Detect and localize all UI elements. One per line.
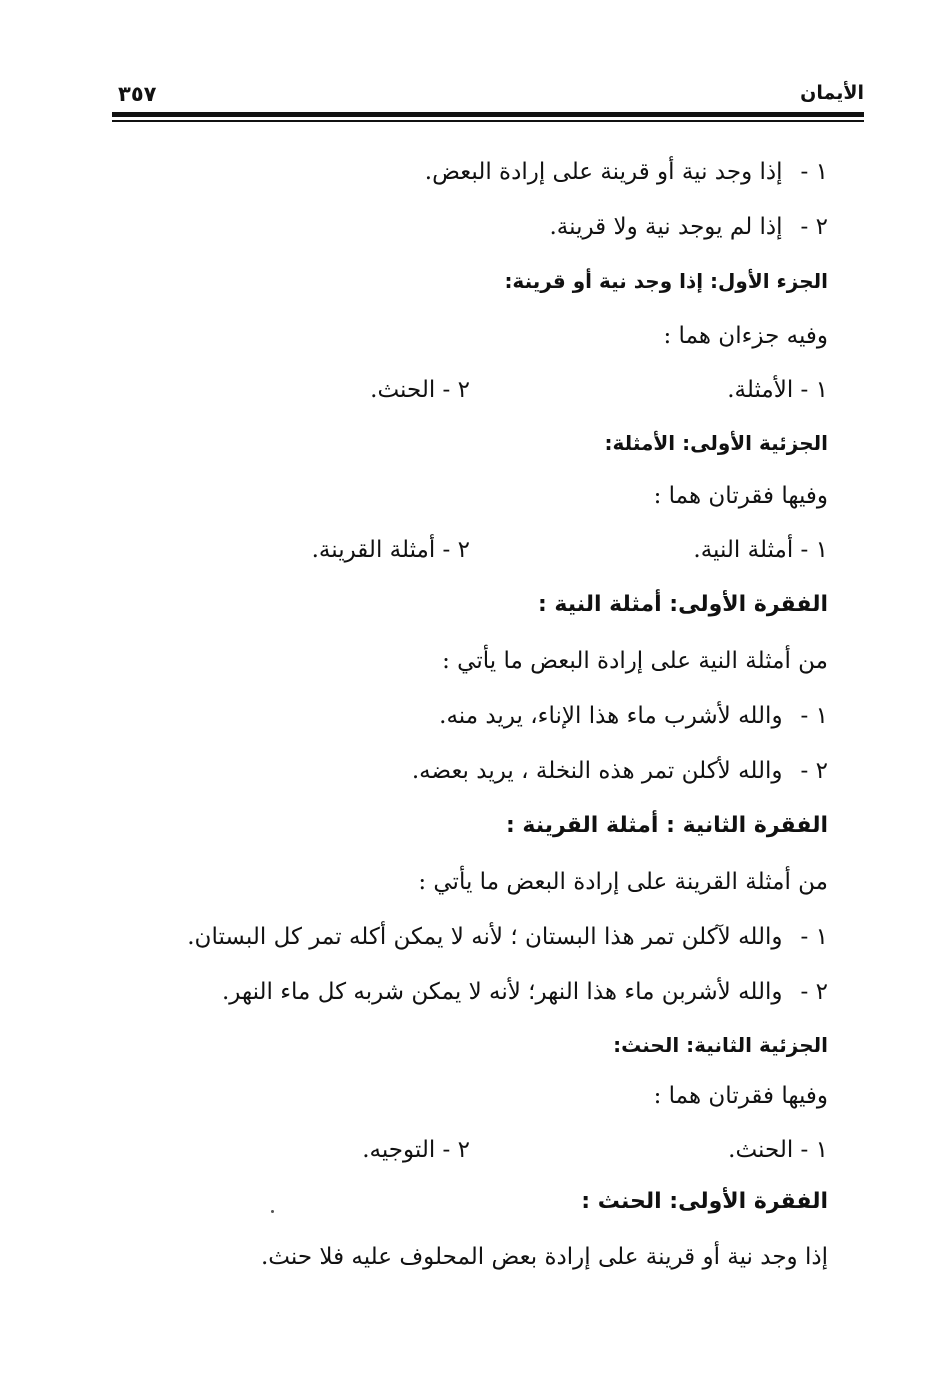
section-heading: الفقرة الأولى: الحنث : [581, 1189, 828, 1214]
column-item: ٢ - الحنث. [370, 377, 470, 403]
column-item: ٢ - التوجيه. [362, 1137, 470, 1163]
item-number: ٢ - [800, 979, 828, 1005]
item-text: والله لأشربن ماء هذا النهر؛ لأنه لا يمكن شربه كل ماء النهر. [221, 979, 783, 1005]
item-number: ٢ - [800, 214, 828, 240]
column-item: ١ - الحنث. [728, 1137, 828, 1163]
list-item [222, 976, 828, 1008]
header-rule-thin [112, 120, 864, 122]
item-text: والله لأكلن تمر هذه النخلة ، يريد بعضه. [411, 758, 783, 784]
paragraph: وفيها فقرتان هما : [653, 1083, 828, 1109]
section-heading: الجزئية الثانية: الحنث: [613, 1033, 828, 1057]
item-number: ١ - [800, 159, 828, 185]
item-text: إذا لم يوجد نية ولا قرينة. [549, 214, 783, 240]
section-heading: الفقرة الأولى: أمثلة النية : [537, 592, 828, 617]
section-heading: الجزئية الأولى: الأمثلة: [604, 431, 828, 455]
header-rule-thick [112, 112, 864, 117]
column-item: ١ - أمثلة النية. [693, 537, 828, 563]
list-item [425, 156, 828, 188]
paragraph: من أمثلة النية على إرادة البعض ما يأتي : [442, 648, 828, 674]
paragraph: وفيها فقرتان هما : [653, 483, 828, 509]
list-item [439, 700, 828, 732]
chapter-title: الأيمان [800, 82, 864, 104]
item-text: والله لأشرب ماء هذا الإناء، يريد منه. [439, 703, 783, 729]
paragraph: من أمثلة القرينة على إرادة البعض ما يأتي : [418, 869, 828, 895]
running-header [112, 78, 864, 108]
item-text: إذا وجد نية أو قرينة على إرادة البعض. [424, 159, 783, 185]
list-item [412, 755, 828, 787]
list-item [550, 211, 829, 243]
page-number: ٣٥٧ [118, 82, 157, 106]
list-item [187, 921, 828, 953]
item-number: ١ - [800, 924, 828, 950]
paragraph: وفيه جزءان هما : [663, 323, 828, 349]
paragraph: إذا وجد نية أو قرينة على إرادة بعض المحلوف عليه فلا حنث. [261, 1244, 828, 1270]
column-item: ٢ - أمثلة القرينة. [311, 537, 470, 563]
section-heading: الفقرة الثانية : أمثلة القرينة : [505, 813, 828, 838]
section-heading: الجزء الأول: إذا وجد نية أو قرينة: [504, 269, 828, 293]
item-number: ١ - [800, 703, 828, 729]
item-number: ٢ - [800, 758, 828, 784]
scan-speck [271, 1210, 274, 1213]
item-text: والله لآكلن تمر هذا البستان ؛ لأنه لا يمكن أكله تمر كل البستان. [187, 924, 783, 950]
column-item: ١ - الأمثلة. [727, 377, 828, 403]
